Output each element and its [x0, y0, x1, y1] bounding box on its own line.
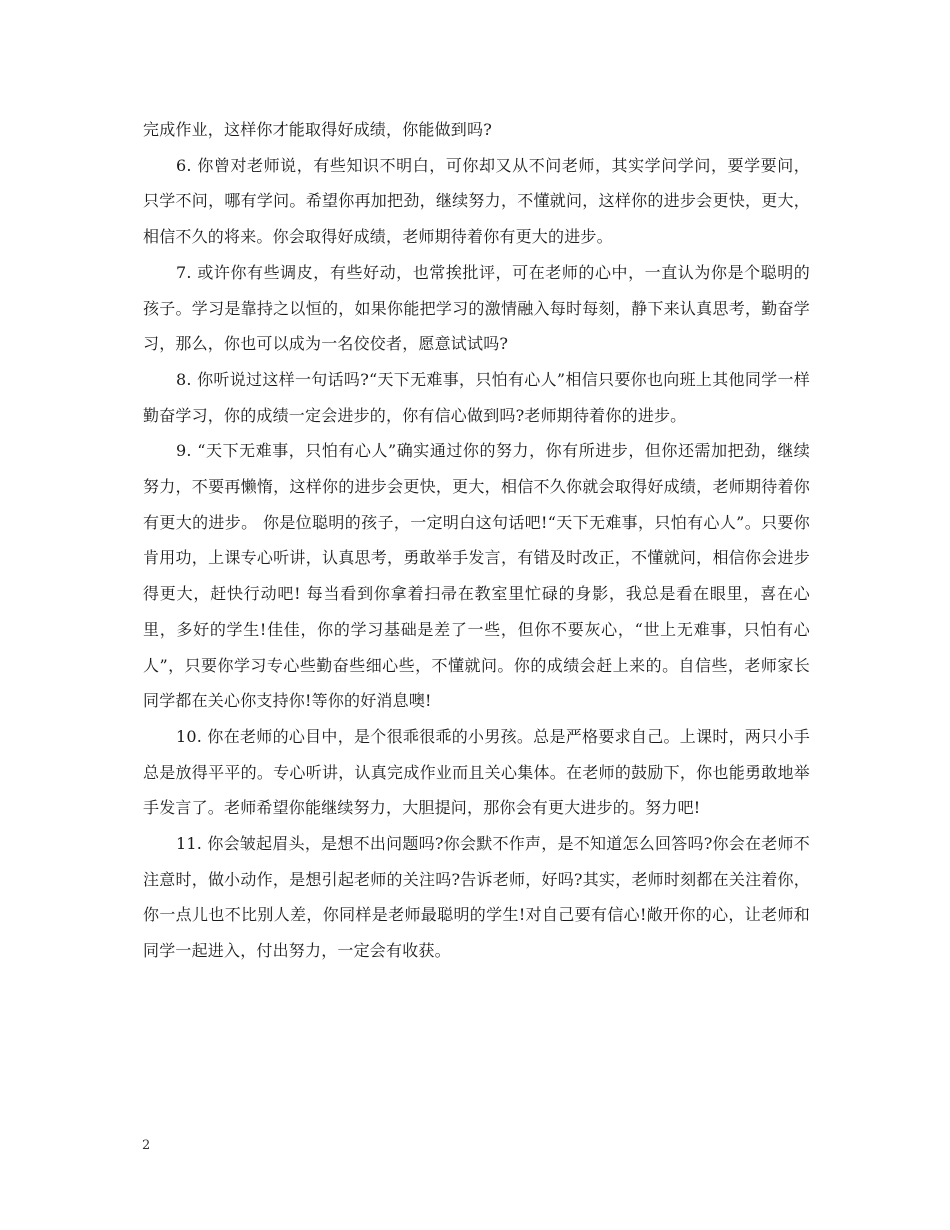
page-body: [143, 112, 810, 969]
paragraph-item-10: 10. 你在老师的心目中，是个很乖很乖的小男孩。总是严格要求自己。上课时，两只小手总是放得平平的。专心听讲，认真完成作业而且关心集体。在老师的鼓励下，你也能勇敢地举手发言了。老师希望你能继续努力，大胆提问，那你会有更大进步的。努力吧!: [143, 726, 810, 818]
paragraph-item-8: 8. 你听说过这样一句话吗?“天下无难事，只怕有心人”相信只要你也向班上其他同学一样勤奋学习，你的成绩一定会进步的，你有信心做到吗?老师期待着你的进步。: [143, 369, 810, 425]
page-number: 2: [142, 1138, 151, 1153]
paragraph-item-11: 11. 你会皱起眉头，是想不出问题吗?你会默不作声，是不知道怎么回答吗?你会在老师不注意时，做小动作，是想引起老师的关注吗?告诉老师，好吗?其实，老师时刻都在关注着你，你一点儿也不比别人差，你同样是老师最聪明的学生!对自己要有信心!敞开你的心，让老师和同学一起进入，付出努力，一定会有收获。: [143, 834, 810, 961]
paragraph-item-6: 6. 你曾对老师说，有些知识不明白，可你却又从不问老师，其实学问学问，要学要问，只学不问，哪有学问。希望你再加把劲，继续努力，不懂就问，这样你的进步会更快，更大，相信不久的将来。你会取得好成绩，老师期待着你有更大的进步。: [143, 155, 810, 247]
paragraph-item-9: 9. “天下无难事，只怕有心人”确实通过你的努力，你有所进步，但你还需加把劲，继续努力，不要再懒惰，这样你的进步会更快，更大，相信不久你就会取得好成绩，老师期待着你有更大的进步。 你是位聪明的孩子，一定明白这句话吧!“天下无难事，只怕有心人”。只要你肯用功，上课专心听讲，认真思考，勇敢举手发言，有错及时改正，不懂就问，相信你会进步得更大，赶快行动吧! 每当看到你拿着扫帚在教室里忙碌的身影，我总是看在眼里，喜在心里，多好的学生!佳佳，你的学习基础是差了一些，但你不要灰心，“世上无难事，只怕有心人”，只要你学习专心些勤奋些细心些，不懂就问。你的成绩会赶上来的。自信些，老师家长同学都在关心你支持你!等你的好消息噢!: [143, 441, 810, 711]
paragraph-item-7: 7. 或许你有些调皮，有些好动，也常挨批评，可在老师的心中，一直认为你是个聪明的孩子。学习是靠持之以恒的，如果你能把学习的激情融入每时每刻，静下来认真思考，勤奋学习，那么，你也可以成为一名佼佼者，愿意试试吗?: [143, 262, 810, 354]
paragraph-continuation: 完成作业，这样你才能取得好成绩，你能做到吗?: [143, 120, 492, 139]
